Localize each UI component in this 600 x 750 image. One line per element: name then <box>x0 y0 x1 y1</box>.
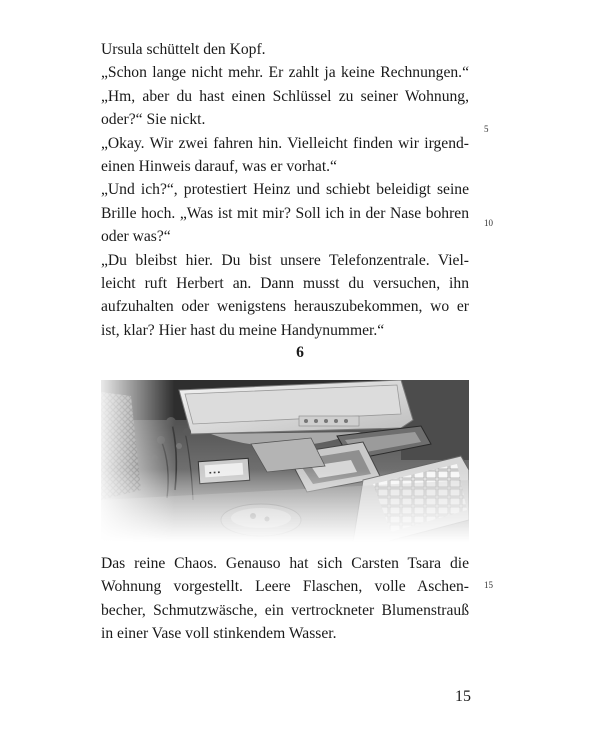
text-line: Ursula schüttelt den Kopf. <box>101 41 266 58</box>
text-line: „Und ich?“, protestiert Heinz und schiebt beleidigt seine <box>101 181 469 199</box>
text-line: oder?“ Sie nickt. <box>101 111 206 129</box>
line-number-10: 10 <box>484 218 493 228</box>
text-line: „Okay. Wir zwei fahren hin. Vielleicht finden wir irgend- <box>101 134 469 152</box>
chapter-number: 6 <box>296 344 304 361</box>
text-line: „Du bleibst hier. Du bist unsere Telefonzentrale. Viel- <box>101 251 469 269</box>
text-line: becher, Schmutzwäsche, ein vertrockneter Blumenstrauß <box>101 601 469 619</box>
text-line: in einer Vase voll stinkendem Wasser. <box>101 625 337 643</box>
line-number-5: 5 <box>484 124 489 134</box>
text-line: Das reine Chaos. Genauso hat sich Carsten Tsara die <box>101 555 469 572</box>
messy-desk-photo <box>101 380 469 542</box>
text-line: „Schon lange nicht mehr. Er zahlt ja keine Rechnungen.“ <box>101 64 469 82</box>
text-line: oder was?“ <box>101 228 171 246</box>
bottom-paragraph <box>101 552 469 646</box>
text-line: aufzuhalten oder wenigstens herauszubekommen, wo er <box>101 298 469 316</box>
text-line: Brille hoch. „Was ist mit mir? Soll ich in der Nase bohren <box>101 204 469 222</box>
text-line: ist, klar? Hier hast du meine Handynummer.“ <box>101 321 385 339</box>
text-line: Wohnung vorgestellt. Leere Flaschen, volle Aschen- <box>101 578 469 596</box>
top-paragraph <box>101 38 469 342</box>
text-line: „Hm, aber du hast einen Schlüssel zu seiner Wohnung, <box>101 87 469 105</box>
line-number-15: 15 <box>484 580 493 590</box>
text-line: leicht ruft Herbert an. Dann musst du versuchen, ihn <box>101 274 469 292</box>
page-number: 15 <box>455 688 471 705</box>
text-line: einen Hinweis darauf, was er vorhat.“ <box>101 157 337 175</box>
